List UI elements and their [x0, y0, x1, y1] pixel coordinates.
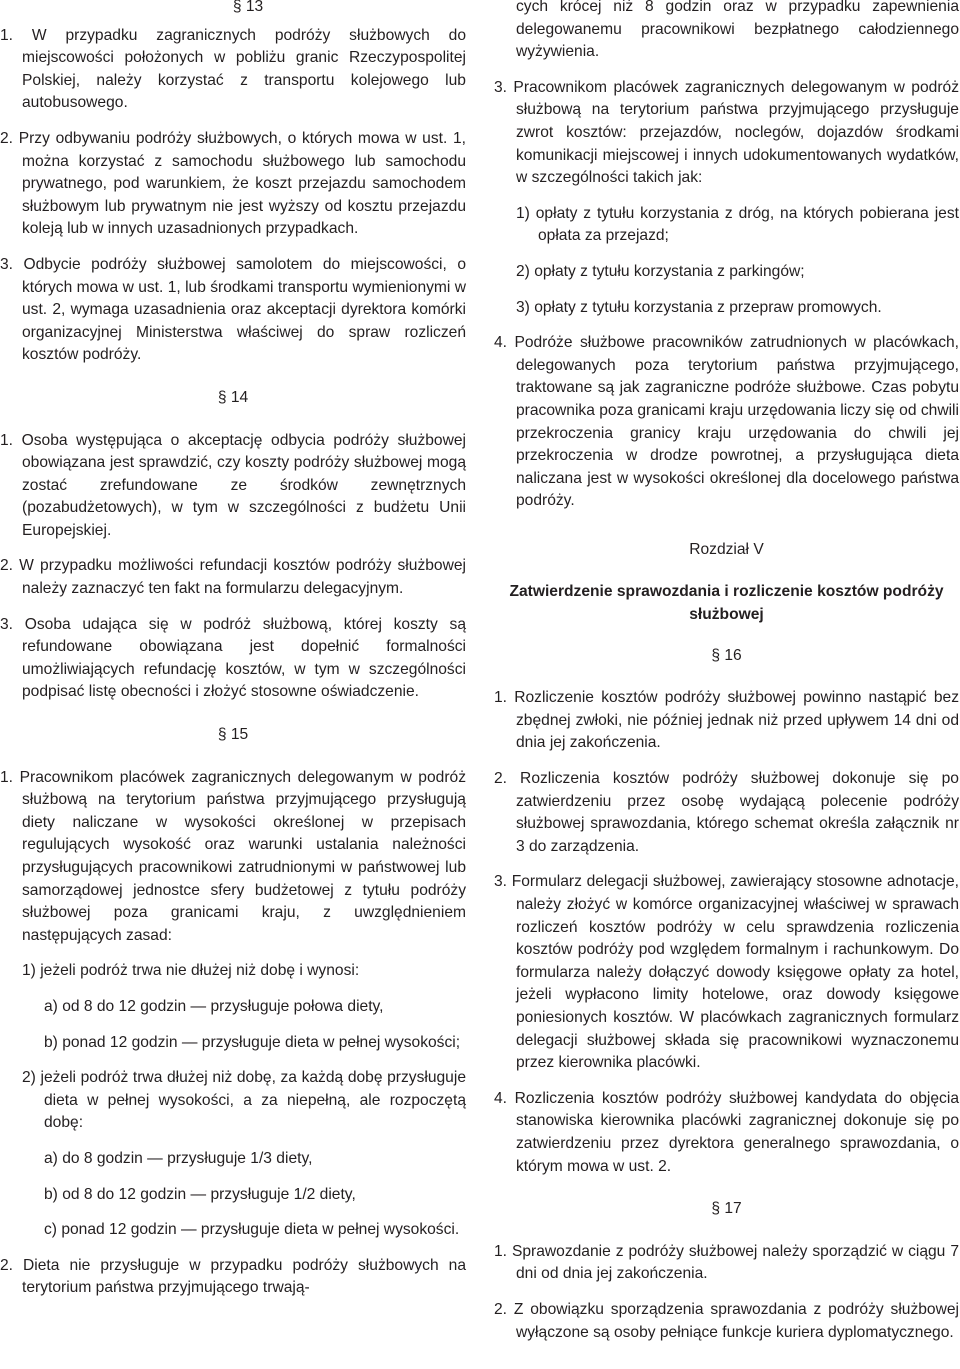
chapter-number: Rozdział V — [689, 540, 764, 558]
s17-paragraph-1: 1. Sprawozdanie z podróży służbowej należy sporządzić w ciągu 7 dni od dnia jej zakończenia. — [494, 1242, 959, 1283]
s16-paragraph-3: 3. Formularz delegacji służbowej, zawierający stosowne adnotacje, należy złożyć w komórce organizacyjnej właściwej w sprawach rozliczeń kosztów podróży w celu sprawdzenia rozliczenia kosztów podróży pod względem formalnym i rachunkowym. Do formularza należy dołączyć dowody księgowe opłaty za hotel, jeżeli wypłacono limity hotelowe, oraz dowody księgowe poniesionych kosztów. W placówkach zagranicznych formularz delegacji służbowej składa się pracownikowi wyznaczonemu przez kierownika placówki. — [494, 873, 959, 1072]
s14-paragraph-1: 1. Osoba występująca o akceptację odbycia podróży służbowej obowiązana jest sprawdzić, czy koszty podróży służbowej mogą zostać zrefundowane ze środków zewnętrznych (pozabudżetowych), w tym w szczególności z budżetu Unii Europejskiej. — [0, 431, 466, 539]
s15-paragraph-4: 4. Podróże służbowe pracowników zatrudnionych w placówkach, delegowanych poza terytorium państwa przyjmującego, traktowane są jak zagraniczne podróże służbowe. Czas pobytu pracownika poza granicami kraju urzędowania liczy się od chwili przekroczenia granicy kraju urzędowania do chwili jej przekroczenia w drodze powrotnej, a przysługująca dieta naliczana jest w wysokości określonej dla docelowego państwa podróży. — [494, 334, 959, 510]
s15-point-1: 1) jeżeli podróż trwa nie dłużej niż dobę i wynosi: — [22, 962, 360, 980]
left-column — [0, 0, 466, 1300]
s16-paragraph-4: 4. Rozliczenia kosztów podróży służbowej kandydata do objęcia stanowiska kierownika placówki zagranicznej dokonuje się po zatwierdzeniu przez dyrektora generalnego sprawozdania, o którym mowa w ust. 2. — [494, 1089, 959, 1175]
s15-paragraph-3: 3. Pracownikom placówek zagranicznych delegowanym w podróż służbową na terytorium państwa przyjmującego przysługuje zwrot kosztów: przejazdów, noclegów, dojazdów środkami komunikacji miejscowej i innych udokumentowanych wydatków, w szczególności takich jak: — [494, 78, 959, 187]
s15-item-1: 1) opłaty z tytułu korzystania z dróg, na których pobierana jest opłata za przejazd; — [516, 204, 959, 245]
s14-paragraph-2: 2. W przypadku możliwości refundacji kosztów podróży służbowej należy zaznaczyć ten fakt na formularzu delegacyjnym. — [0, 557, 466, 598]
chapter-title: Zatwierdzenie sprawozdania i rozliczenie kosztów podróży służbowej — [509, 583, 944, 624]
s13-paragraph-3: 3. Odbycie podróży służbowej samolotem do miejscowości, o których mowa w ust. 1, lub środkami transportu wymienionymi w ust. 2, wymaga uzasadnienia oraz akceptacji dyrektora komórki organizacyjnej Ministerstwa właściwej do spraw rozliczeń kosztów podróży. — [0, 255, 466, 364]
s15-point-1a: a) od 8 do 12 godzin — przysługuje połowa diety, — [44, 997, 384, 1015]
s15-paragraph-2: 2. Dieta nie przysługuje w przypadku podróży służbowych na terytorium państwa przyjmującego trwają- — [0, 1256, 466, 1297]
s15-point-2c: c) ponad 12 godzin — przysługuje dieta w pełnej wysokości. — [44, 1221, 460, 1239]
s16-paragraph-2: 2. Rozliczenia kosztów podróży służbowej dokonuje się po zatwierdzeniu przez osobę wydającą polecenie podróży służbowej sprawozdania, którego schemat określa załącznik nr 3 do zarządzenia. — [494, 770, 959, 855]
right-column — [494, 0, 959, 1344]
s15-point-1b: b) ponad 12 godzin — przysługuje dieta w pełnej wysokości; — [44, 1033, 461, 1051]
s13-paragraph-1: 1. W przypadku zagranicznych podróży służbowych do miejscowości położonych w pobliżu granic Rzeczypospolitej Polskiej, należy korzystać z transportu kolejowego lub autobusowego. — [0, 26, 466, 112]
s15-point-2b: b) od 8 do 12 godzin — przysługuje 1/2 diety, — [44, 1185, 356, 1203]
s16-paragraph-1: 1. Rozliczenie kosztów podróży służbowej powinno nastąpić bez zbędnej zwłoki, nie później jednak niż przed upływem 14 dni od dnia jej zakończenia. — [494, 689, 959, 752]
s14-paragraph-3: 3. Osoba udająca się w podróż służbową, której koszty są refundowane obowiązana jest dopełnić formalności umożliwiających refundację kosztów, w tym w szczególności podpisać listę obecności i złożyć stosowne oświadczenie. — [0, 615, 466, 701]
section-14-heading: § 14 — [217, 388, 249, 406]
s15-item-2: 2) opłaty z tytułu korzystania z parkingów; — [516, 262, 805, 280]
section-15-heading: § 15 — [217, 726, 249, 744]
s13-paragraph-2: 2. Przy odbywaniu podróży służbowych, o których mowa w ust. 1, można korzystać z samochodu służbowego lub samochodu prywatnego, pod warunkiem, że koszt przejazdu samochodem służbowym lub prywatnym nie jest wyższy od kosztu przejazdu koleją lub w innych uzasadnionych przypadkach. — [0, 129, 466, 238]
s15-point-2a: a) do 8 godzin — przysługuje 1/3 diety, — [44, 1149, 313, 1167]
s15-point-2: 2) jeżeli podróż trwa dłużej niż dobę, za każdą dobę przysługuje dieta w pełnej wysokości, a za niepełną, ale rozpoczętą dobę: — [22, 1069, 466, 1132]
section-17-heading: § 17 — [711, 1200, 742, 1218]
s17-paragraph-2: 2. Z obowiązku sporządzenia sprawozdania z podróży służbowej wyłączone są osoby pełniące funkcje kuriera dyplomatycznego. — [494, 1300, 959, 1341]
continued-text: cych krócej niż 8 godzin oraz w przypadku zapewnienia delegowanemu pracownikowi bezpłatnego całodziennego wyżywienia. — [516, 0, 959, 61]
section-13-heading: § 13 — [232, 0, 264, 15]
s15-item-3: 3) opłaty z tytułu korzystania z przepraw promowych. — [516, 298, 882, 316]
section-16-heading: § 16 — [711, 646, 742, 664]
s15-paragraph-1: 1. Pracownikom placówek zagranicznych delegowanym w podróż służbową na terytorium państwa przyjmującego przysługują diety naliczane w wysokości określonej w przepisach regulujących wysokość oraz warunki ustalania należności przysługujących pracownikowi zatrudnionymi w państwowej lub samorządowej jednostce sfery budżetowej z tytułu podróży służbowej poza granicami kraju, z uwzględnieniem następujących zasad: — [0, 768, 466, 944]
